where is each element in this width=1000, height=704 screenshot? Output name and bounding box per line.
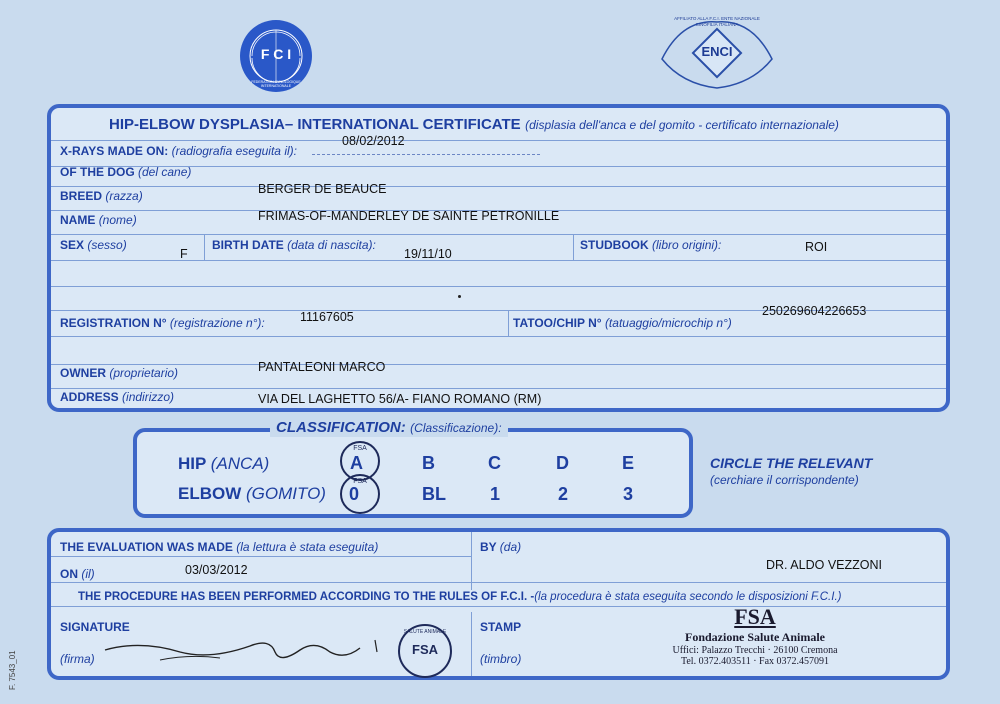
elbow-grade-1[interactable]: 1 bbox=[490, 484, 501, 504]
owner-label: OWNER (proprietario) bbox=[60, 366, 179, 380]
signature-fsa-stamp: FSA SALUTE ANIMALE bbox=[398, 624, 452, 678]
birth-label: BIRTH DATE (data di nascita): bbox=[212, 238, 376, 252]
hip-grade-b[interactable]: B bbox=[422, 453, 435, 473]
fsa-stamp-tel: Tel. 0372.403511 · Fax 0372.457091 bbox=[680, 656, 830, 667]
address-value: VIA DEL LAGHETTO 56/A- FIANO ROMANO (RM) bbox=[258, 392, 542, 406]
hip-label: HIP (ANCA) bbox=[178, 454, 270, 473]
form-code: F. 7543_01 bbox=[8, 650, 17, 690]
hip-grade-a[interactable]: A bbox=[350, 453, 363, 473]
fsa-stamp-name: Fondazione Salute Animale bbox=[684, 630, 825, 644]
studbook-label: STUDBOOK (libro origini): bbox=[580, 238, 722, 252]
signature-label-it: (firma) bbox=[60, 652, 95, 666]
fci-logo-ring: FEDERATION CYNOLOGIQUE INTERNATIONALE bbox=[251, 80, 301, 88]
certificate-title-text: HIP-ELBOW DYSPLASIA– INTERNATIONAL CERTIFICATE bbox=[109, 116, 521, 133]
owner-value: PANTALEONI MARCO bbox=[258, 360, 386, 374]
elbow-label: ELBOW (GOMITO) bbox=[178, 484, 326, 503]
evaluation-made-label: THE EVALUATION WAS MADE (la lettura è stata eseguita) bbox=[60, 540, 379, 554]
sex-label: SEX (sesso) bbox=[60, 238, 127, 252]
name-value: FRIMAS-OF-MANDERLEY DE SAINTE PETRONILLE bbox=[258, 209, 560, 223]
fci-logo bbox=[238, 18, 314, 94]
certificate-title bbox=[109, 116, 839, 134]
registration-label: REGISTRATION N° (registrazione n°): bbox=[60, 316, 265, 330]
chip-value: 250269604226653 bbox=[762, 304, 867, 318]
fsa-stamp-addr: Uffici: Palazzo Trecchi · 26100 Cremona bbox=[672, 645, 838, 656]
stamp-label-it: (timbro) bbox=[480, 652, 522, 666]
birth-value: 19/11/10 bbox=[404, 247, 452, 261]
enci-logo bbox=[652, 14, 782, 94]
name-label: NAME (nome) bbox=[60, 213, 137, 227]
elbow-grade-bl[interactable]: BL bbox=[422, 484, 446, 504]
stray-dot bbox=[458, 295, 461, 298]
chip-label: TATOO/CHIP N° (tatuaggio/microchip n°) bbox=[513, 316, 732, 330]
elbow-grade-3[interactable]: 3 bbox=[623, 484, 634, 504]
procedure-text: THE PROCEDURE HAS BEEN PERFORMED ACCORDING TO THE RULES OF F.C.I. -(la procedura è stata eseguita secondo le disposizioni F.C.I.) bbox=[78, 591, 842, 603]
elbow-grade-2[interactable]: 2 bbox=[558, 484, 569, 504]
breed-label: BREED (razza) bbox=[60, 189, 143, 203]
on-value: 03/03/2012 bbox=[185, 563, 248, 577]
studbook-value: ROI bbox=[805, 240, 828, 254]
by-label: BY (da) bbox=[480, 540, 522, 554]
enci-logo-ring: AFFILIATO ALLA F.C.I. ENTE NAZIONALE CINOFILIA ITALIANA bbox=[674, 16, 760, 27]
address-label: ADDRESS (indirizzo) bbox=[60, 390, 175, 404]
hip-grade-c[interactable]: C bbox=[488, 453, 501, 473]
signature-label: SIGNATURE bbox=[60, 620, 130, 634]
registration-value: 11167605 bbox=[300, 310, 354, 324]
certificate-subtitle: (displasia dell'anca e del gomito - certificato internazionale) bbox=[525, 118, 839, 132]
sex-value: F bbox=[180, 247, 188, 261]
fsa-stamp-org: FSA bbox=[734, 604, 776, 629]
hip-grade-e[interactable]: E bbox=[622, 453, 635, 473]
xrays-label: X-RAYS MADE ON: (radiografia eseguita il): bbox=[60, 144, 297, 158]
stamp-label: STAMP bbox=[480, 620, 522, 634]
circle-instruction: CIRCLE THE RELEVANT (cerchiare il corrispondente) bbox=[710, 455, 873, 487]
breed-value: BERGER DE BEAUCE bbox=[258, 182, 387, 196]
classification-title: CLASSIFICATION: (Classificazione): bbox=[270, 419, 508, 437]
of-dog-label: OF THE DOG (del cane) bbox=[60, 165, 192, 179]
on-label: ON (il) bbox=[60, 567, 95, 581]
elbow-grade-0[interactable]: 0 bbox=[349, 484, 360, 504]
fci-logo-text: F C I bbox=[260, 46, 292, 62]
hip-grade-d[interactable]: D bbox=[556, 453, 569, 473]
xrays-value: 08/02/2012 bbox=[342, 134, 405, 148]
enci-logo-text: ENCI bbox=[701, 44, 733, 59]
hip-fsa-stamp: FSA bbox=[340, 441, 380, 481]
by-value: DR. ALDO VEZZONI bbox=[766, 558, 882, 572]
elbow-fsa-stamp: FSA bbox=[340, 474, 380, 514]
fsa-stamp-block bbox=[640, 606, 870, 667]
signature-scribble bbox=[100, 630, 390, 675]
